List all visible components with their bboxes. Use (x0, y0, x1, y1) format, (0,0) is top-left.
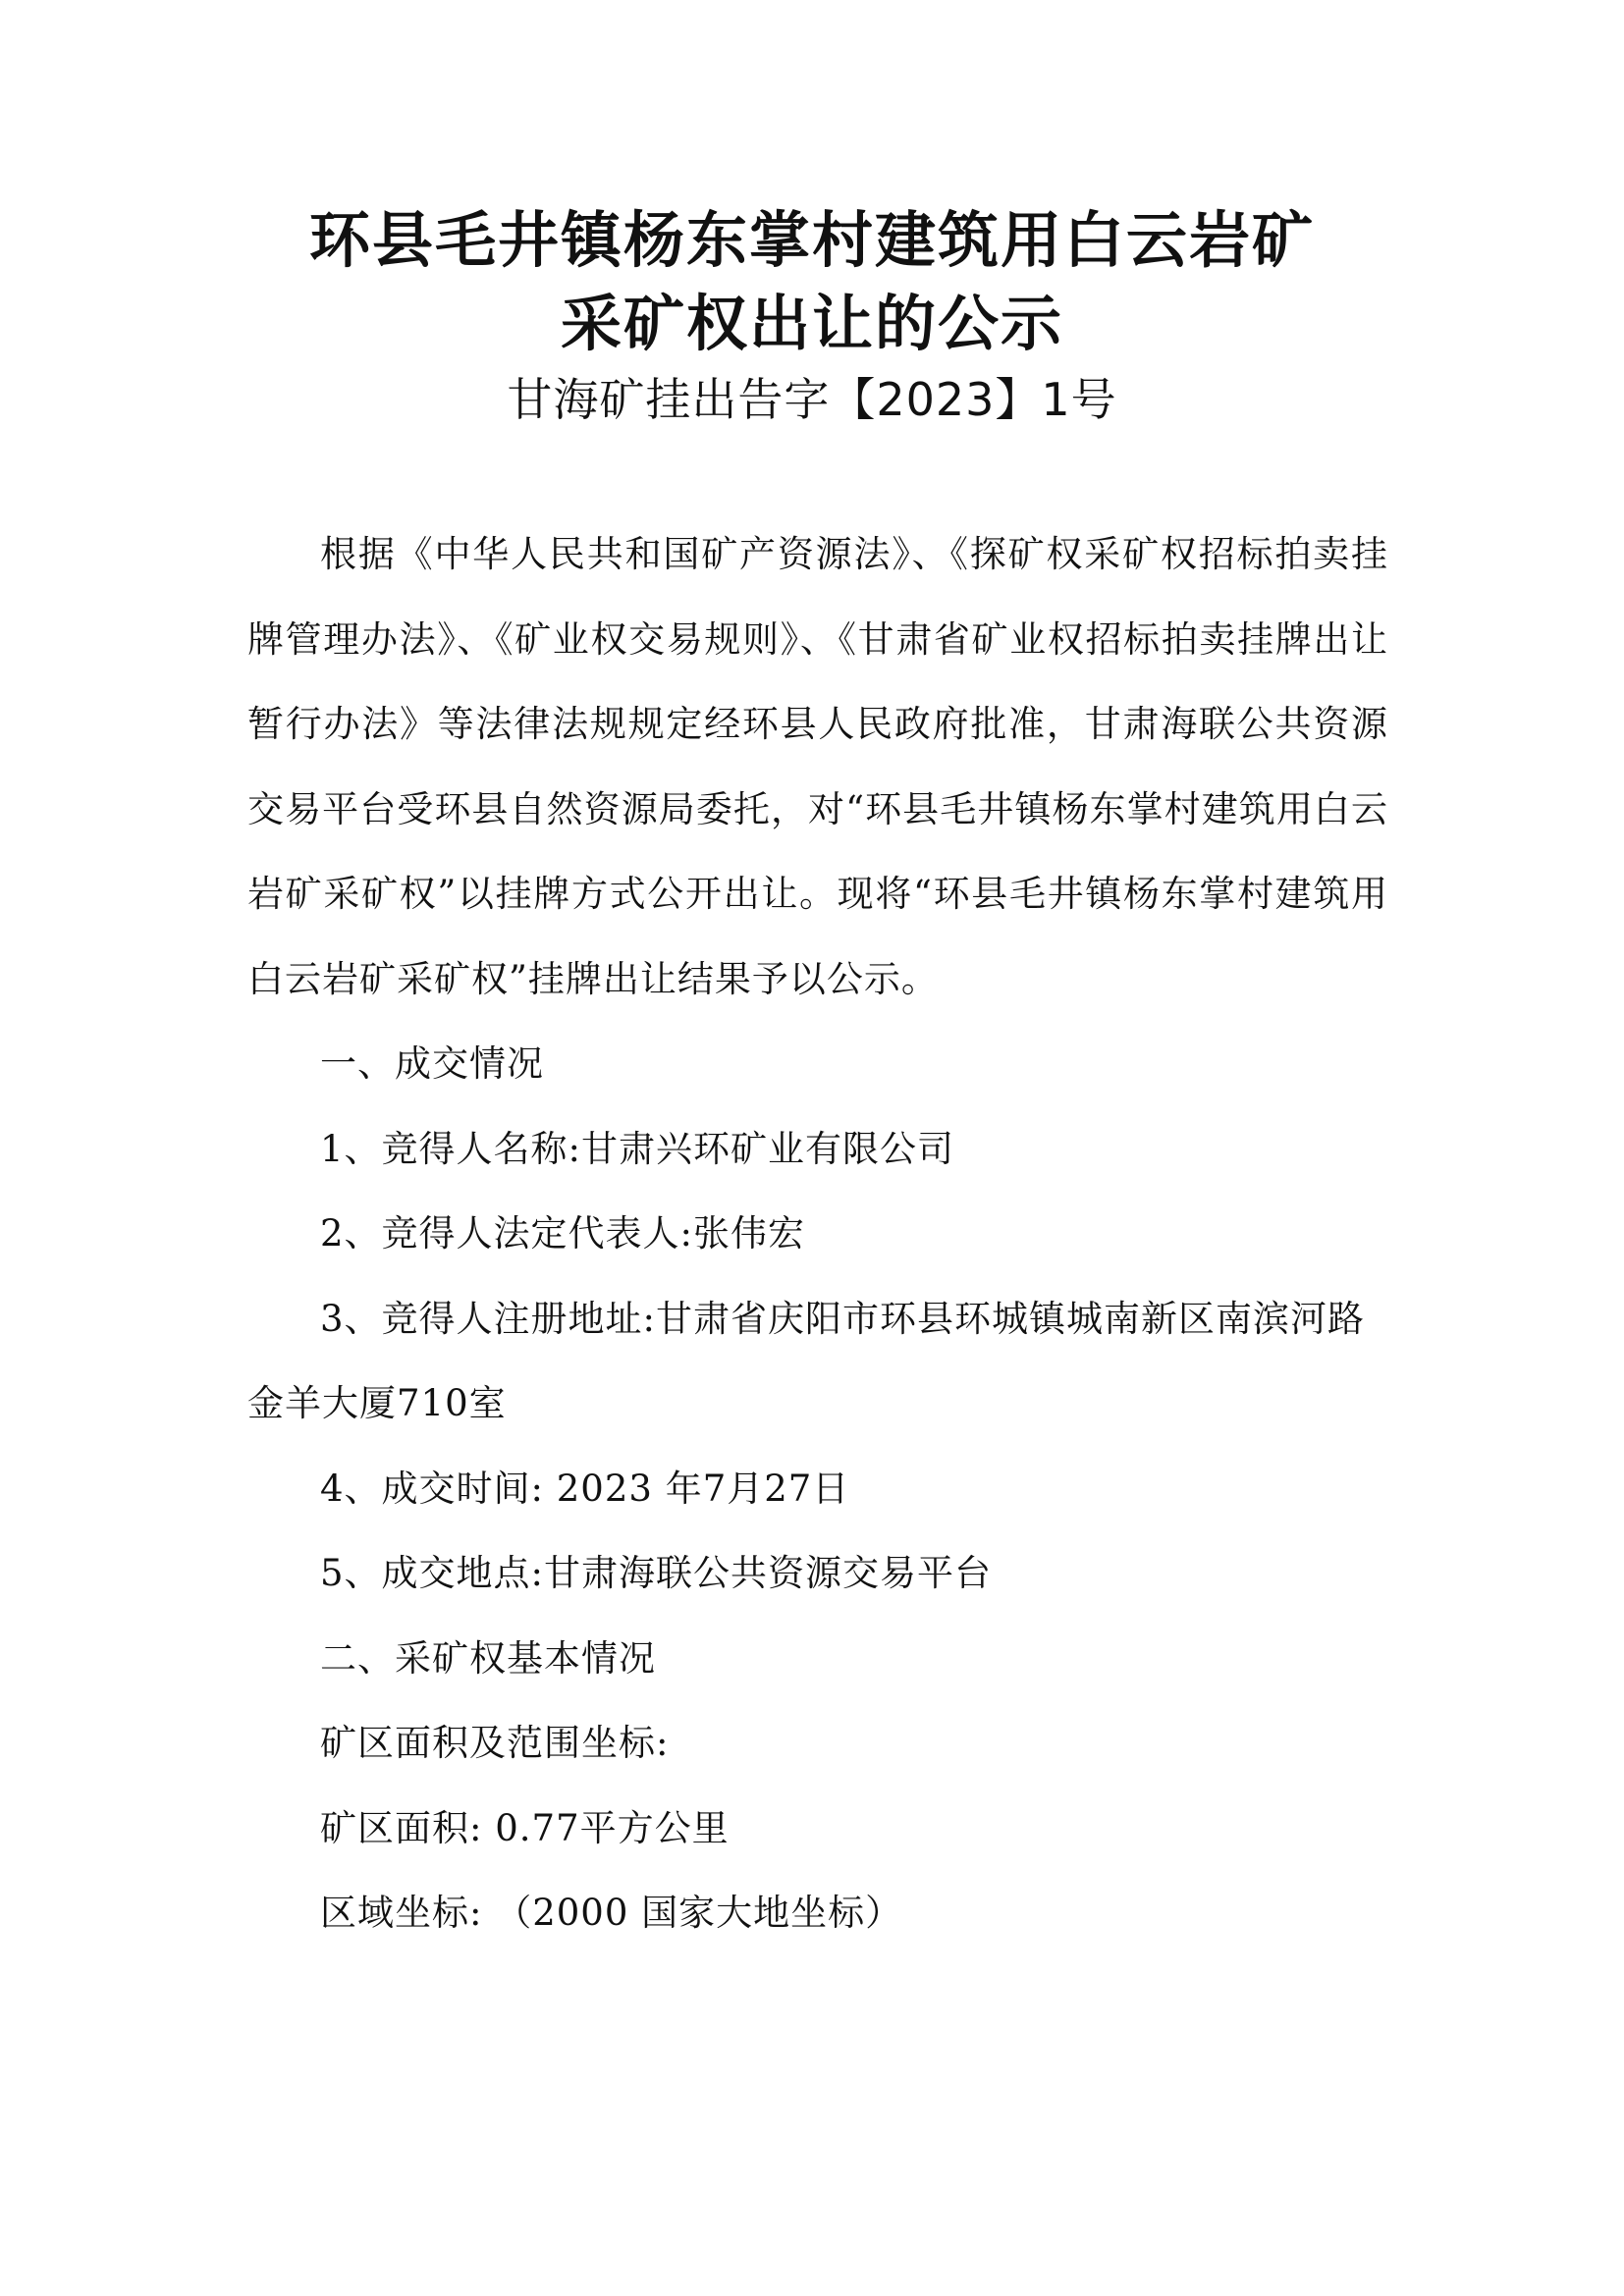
document-number: 甘海矿挂出告字【2023】1号 (507, 373, 1117, 426)
transaction-time-item: 4、成交时间: 2023 年7月27日 (320, 1467, 850, 1510)
transaction-location-item: 5、成交地点:甘肃海联公共资源交易平台 (320, 1552, 993, 1594)
legal-representative-item: 2、竞得人法定代表人:张伟宏 (320, 1212, 806, 1255)
document-title-line1: 环县毛井镇杨东掌村建筑用白云岩矿 (308, 204, 1315, 276)
section1-heading: 一、成交情况 (320, 1042, 544, 1085)
document-body (247, 512, 1388, 1956)
section2-heading: 二、采矿权基本情况 (320, 1636, 656, 1680)
registered-address-item: 3、竞得人注册地址:甘肃省庆阳市环县环城镇城南新区南滨河路金羊大厦710室 (247, 1297, 1366, 1424)
document-title-line2: 采矿权出让的公示 (560, 288, 1063, 359)
coordinates-line: 区域坐标: （2000 国家大地坐标） (320, 1892, 903, 1934)
area-value: 矿区面积: 0.77平方公里 (320, 1806, 730, 1849)
winner-name-item: 1、竞得人名称:甘肃兴环矿业有限公司 (320, 1127, 955, 1170)
area-label: 矿区面积及范围坐标: (320, 1722, 670, 1764)
intro-paragraph: 根据《中华人民共和国矿产资源法》、《探矿权采矿权招标拍卖挂牌管理办法》、《矿业权交易规则》、《甘肃省矿业权招标拍卖挂牌出让暂行办法》等法律法规规定经环县人民政府批准，甘肃海联公共资源交易平台受环县自然资源局委托，对“环县毛井镇杨东掌村建筑用白云岩矿采矿权”以挂牌方式公开出让。现将“环县毛井镇杨东掌村建筑用白云岩矿采矿权”挂牌出让结果予以公示。 (247, 533, 1388, 1000)
